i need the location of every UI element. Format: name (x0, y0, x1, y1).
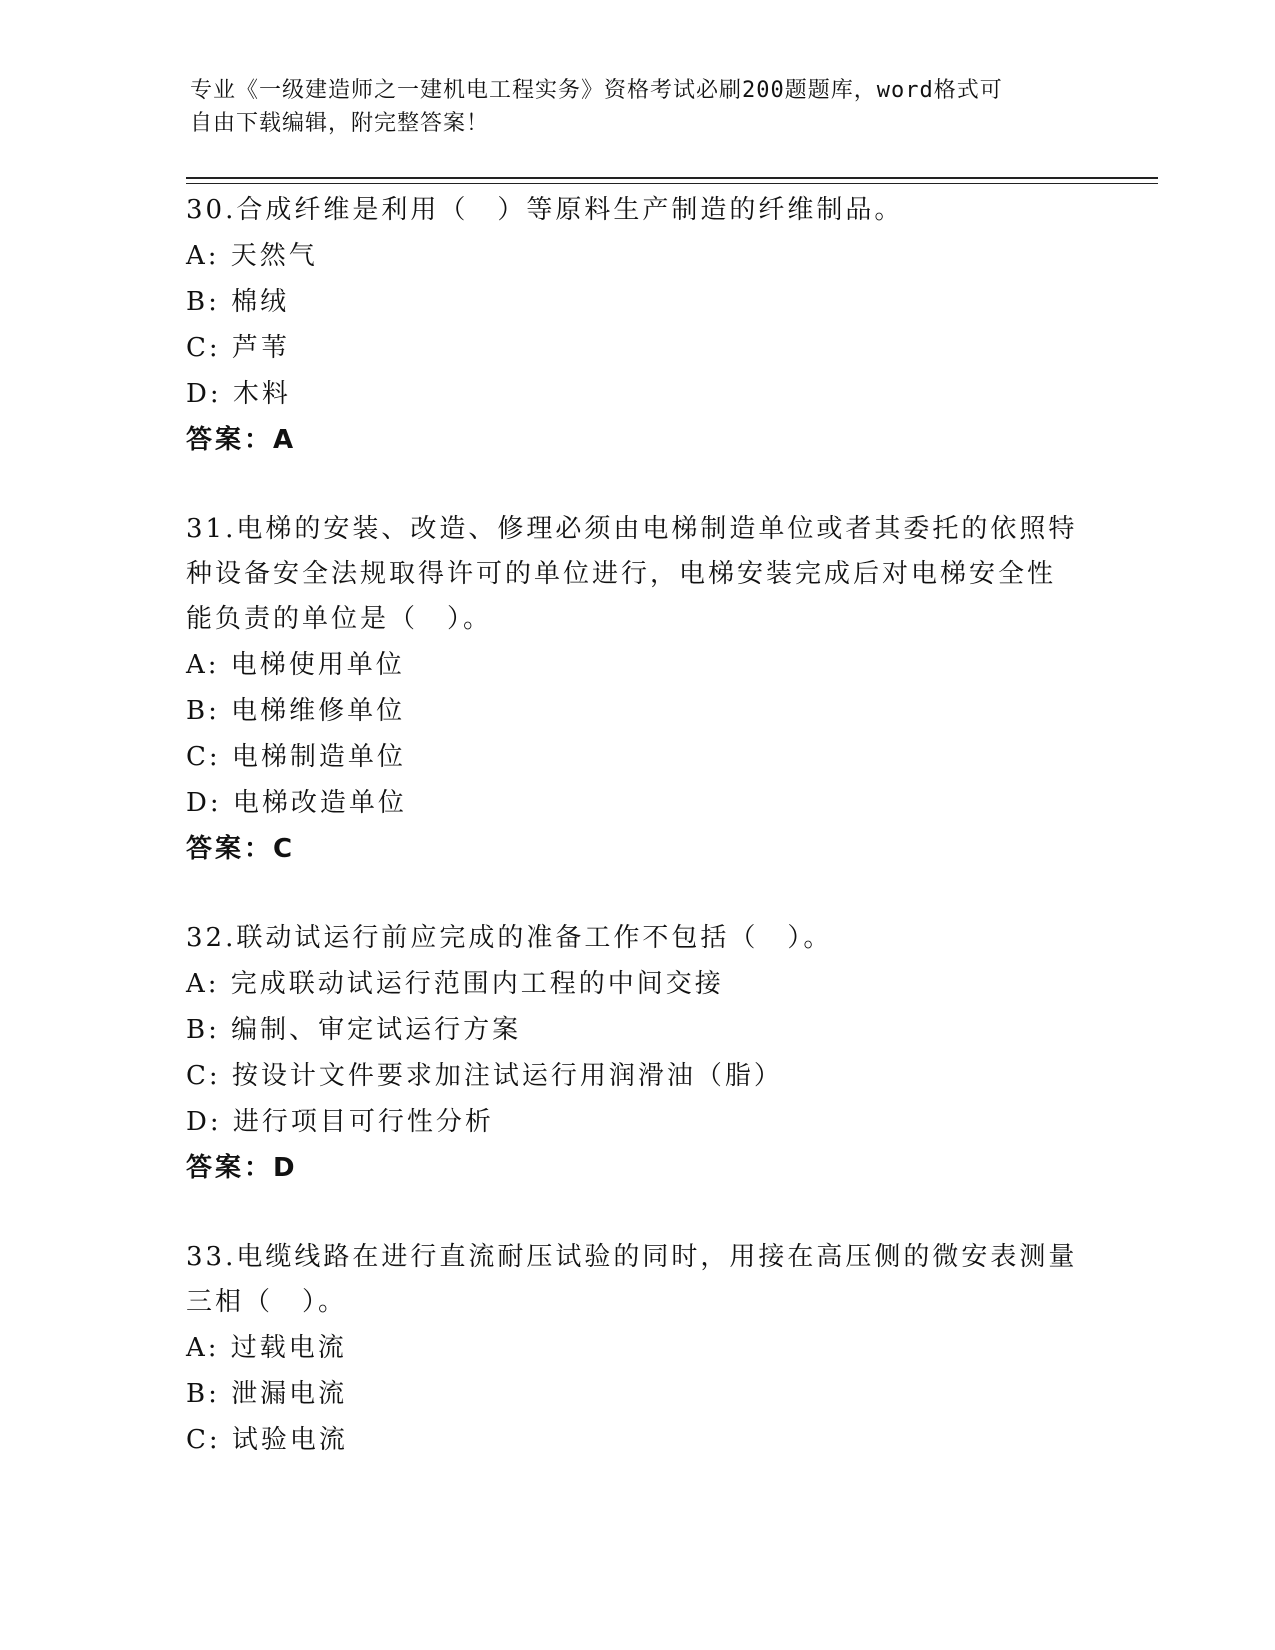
document-header (190, 74, 1090, 140)
question-text: 三相（ ）。 (186, 1287, 348, 1317)
option-c: C: 芦苇 (186, 333, 290, 363)
question-text: 33.电缆线路在进行直流耐压试验的同时，用接在高压侧的微安表测量 (186, 1242, 1078, 1272)
option-c: C: 电梯制造单位 (186, 742, 406, 772)
option-d: D: 进行项目可行性分析 (186, 1107, 494, 1137)
answer: 答案：A (186, 425, 297, 455)
question-text: 31.电梯的安装、改造、修理必须由电梯制造单位或者其委托的依照特 (186, 514, 1078, 544)
answer: 答案：C (186, 834, 296, 864)
option-a: A: 电梯使用单位 (186, 650, 405, 680)
option-c: C: 按设计文件要求加注试运行用润滑油（脂） (186, 1061, 783, 1091)
option-a: A: 过载电流 (186, 1333, 347, 1363)
question-31 (186, 507, 1086, 872)
question-text: 种设备安全法规取得许可的单位进行，电梯安装完成后对电梯安全性 (186, 559, 1057, 589)
header-divider-thin (186, 183, 1158, 184)
option-b: B: 棉绒 (186, 287, 290, 317)
option-d: D: 电梯改造单位 (186, 788, 407, 818)
option-b: B: 泄漏电流 (186, 1379, 348, 1409)
option-b: B: 电梯维修单位 (186, 696, 406, 726)
option-d: D: 木料 (186, 379, 291, 409)
question-gap (186, 1191, 1086, 1235)
question-gap (186, 872, 1086, 916)
question-text: 32.联动试运行前应完成的准备工作不包括（ ）。 (186, 923, 833, 953)
question-list (186, 188, 1086, 1463)
question-33 (186, 1235, 1086, 1463)
question-gap (186, 463, 1086, 507)
header-divider-thick (186, 177, 1158, 179)
question-text: 30.合成纤维是利用（ ）等原料生产制造的纤维制品。 (186, 195, 904, 225)
option-a: A: 完成联动试运行范围内工程的中间交接 (186, 969, 724, 999)
option-b: B: 编制、审定试运行方案 (186, 1015, 522, 1045)
option-a: A: 天然气 (186, 241, 318, 271)
question-32 (186, 916, 1086, 1191)
question-30 (186, 188, 1086, 463)
question-text: 能负责的单位是（ ）。 (186, 604, 493, 634)
header-line-2: 自由下载编辑，附完整答案！ (190, 111, 490, 136)
option-c: C: 试验电流 (186, 1425, 348, 1455)
header-line-1: 专业《一级建造师之一建机电工程实务》资格考试必刷200题题库，word格式可 (190, 78, 1003, 103)
answer: 答案：D (186, 1153, 298, 1183)
